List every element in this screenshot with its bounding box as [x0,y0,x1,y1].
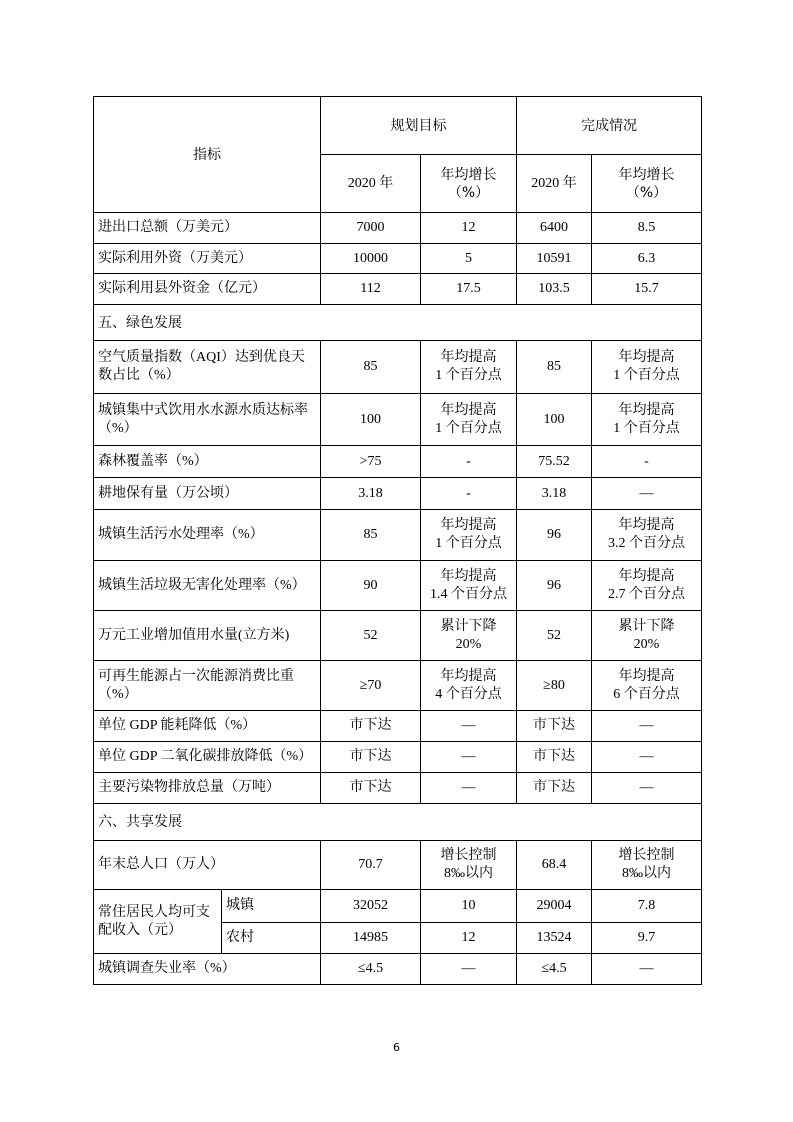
done-growth-value: — [592,954,702,985]
plan-2020-value: 14985 [321,923,421,954]
header-indicator: 指标 [94,97,321,213]
header-done-growth: 年均增长 （%） [592,155,702,213]
plan-growth-value: 年均提高 4 个百分点 [421,661,517,711]
done-growth-value: 年均提高 3.2 个百分点 [592,510,702,561]
done-2020-value: 市下达 [517,711,592,742]
plan-growth-value: 12 [421,213,517,244]
indicator-table [93,96,702,985]
indicator-name: 万元工业增加值用水量(立方米) [94,611,321,661]
done-2020-value: 市下达 [517,773,592,804]
plan-growth-value: 5 [421,244,517,274]
table-row-population [94,841,702,890]
plan-2020-value: 85 [321,341,421,394]
indicator-name: 空气质量指数（AQI）达到优良天 数占比（%） [94,341,321,394]
table-row [94,274,702,305]
table-row [94,742,702,773]
indicator-name: 实际利用外资（万美元） [94,244,321,274]
plan-2020-value: 52 [321,611,421,661]
table-row [94,561,702,611]
done-2020-value: 13524 [517,923,592,954]
indicator-name: 城镇生活污水处理率（%） [94,510,321,561]
plan-2020-value: 市下达 [321,742,421,773]
done-growth-value: 6.3 [592,244,702,274]
done-2020-value: ≥80 [517,661,592,711]
table-row [94,394,702,446]
table-row [94,611,702,661]
plan-2020-value: >75 [321,446,421,478]
done-growth-value: 年均提高 6 个百分点 [592,661,702,711]
plan-2020-value: ≤4.5 [321,954,421,985]
plan-growth-value: — [421,954,517,985]
done-2020-value: 96 [517,561,592,611]
indicator-name: 城镇调查失业率（%） [94,954,321,985]
done-2020-value: 29004 [517,890,592,923]
done-2020-value: 85 [517,341,592,394]
done-2020-value: 10591 [517,244,592,274]
done-growth-value: 7.8 [592,890,702,923]
plan-growth-value: — [421,742,517,773]
header-completion: 完成情况 [517,97,702,155]
plan-growth-value: — [421,773,517,804]
plan-growth-value: 年均提高 1 个百分点 [421,510,517,561]
table-row [94,446,702,478]
done-growth-value: 年均提高 2.7 个百分点 [592,561,702,611]
done-2020-value: 市下达 [517,742,592,773]
plan-growth-value: — [421,711,517,742]
table-row [94,773,702,804]
plan-growth-value: 17.5 [421,274,517,305]
indicator-name: 可再生能源占一次能源消费比重 （%） [94,661,321,711]
plan-2020-value: 32052 [321,890,421,923]
plan-growth-value: - [421,446,517,478]
table-row [94,711,702,742]
done-2020-value: 103.5 [517,274,592,305]
done-2020-value: ≤4.5 [517,954,592,985]
indicator-name: 城镇生活垃圾无害化处理率（%） [94,561,321,611]
done-2020-value: 3.18 [517,478,592,510]
indicator-name: 主要污染物排放总量（万吨） [94,773,321,804]
header-plan-year: 2020 年 [321,155,421,213]
indicator-name: 单位 GDP 能耗降低（%） [94,711,321,742]
plan-growth-value: 增长控制 8‰以内 [421,841,517,890]
done-2020-value: 68.4 [517,841,592,890]
plan-2020-value: 市下达 [321,711,421,742]
done-growth-value: — [592,773,702,804]
plan-2020-value: 3.18 [321,478,421,510]
table-row [94,478,702,510]
plan-2020-value: 85 [321,510,421,561]
done-2020-value: 75.52 [517,446,592,478]
header-plan-growth: 年均增长 （%） [421,155,517,213]
plan-growth-value: 年均提高 1.4 个百分点 [421,561,517,611]
done-growth-value: — [592,742,702,773]
table-row [94,661,702,711]
indicator-name: 实际利用县外资金（亿元） [94,274,321,305]
indicator-name: 年末总人口（万人） [94,841,321,890]
done-growth-value: 年均提高 1 个百分点 [592,394,702,446]
plan-2020-value: 112 [321,274,421,305]
done-growth-value: 年均提高 1 个百分点 [592,341,702,394]
plan-2020-value: 100 [321,394,421,446]
done-growth-value: 15.7 [592,274,702,305]
indicator-name: 森林覆盖率（%） [94,446,321,478]
done-growth-value: - [592,446,702,478]
income-urban-label: 城镇 [222,890,321,923]
table-row [94,213,702,244]
done-growth-value: 9.7 [592,923,702,954]
section-green-development: 五、绿色发展 [94,305,702,341]
page-number: 6 [393,1041,400,1054]
plan-2020-value: ≥70 [321,661,421,711]
indicator-name: 单位 GDP 二氧化碳排放降低（%） [94,742,321,773]
table-row [94,510,702,561]
table-row-unemployment [94,954,702,985]
section-shared-development: 六、共享发展 [94,804,702,841]
income-rural-label: 农村 [222,923,321,954]
plan-growth-value: 累计下降 20% [421,611,517,661]
plan-2020-value: 10000 [321,244,421,274]
indicator-name-income: 常住居民人均可支 配收入（元） [94,890,222,954]
header-plan-target: 规划目标 [321,97,517,155]
plan-growth-value: 10 [421,890,517,923]
done-2020-value: 100 [517,394,592,446]
done-growth-value: — [592,478,702,510]
table-row [94,341,702,394]
done-2020-value: 96 [517,510,592,561]
table-row-income-urban [94,890,702,923]
done-growth-value: — [592,711,702,742]
plan-growth-value: 年均提高 1 个百分点 [421,394,517,446]
plan-growth-value: 年均提高 1 个百分点 [421,341,517,394]
table-row [94,244,702,274]
done-2020-value: 6400 [517,213,592,244]
plan-growth-value: 12 [421,923,517,954]
done-2020-value: 52 [517,611,592,661]
done-growth-value: 累计下降 20% [592,611,702,661]
indicator-name: 城镇集中式饮用水水源水质达标率 （%） [94,394,321,446]
indicator-name: 进出口总额（万美元） [94,213,321,244]
plan-2020-value: 70.7 [321,841,421,890]
done-growth-value: 增长控制 8‰以内 [592,841,702,890]
plan-growth-value: - [421,478,517,510]
done-growth-value: 8.5 [592,213,702,244]
plan-2020-value: 市下达 [321,773,421,804]
header-done-year: 2020 年 [517,155,592,213]
indicator-name: 耕地保有量（万公顷） [94,478,321,510]
plan-2020-value: 7000 [321,213,421,244]
plan-2020-value: 90 [321,561,421,611]
